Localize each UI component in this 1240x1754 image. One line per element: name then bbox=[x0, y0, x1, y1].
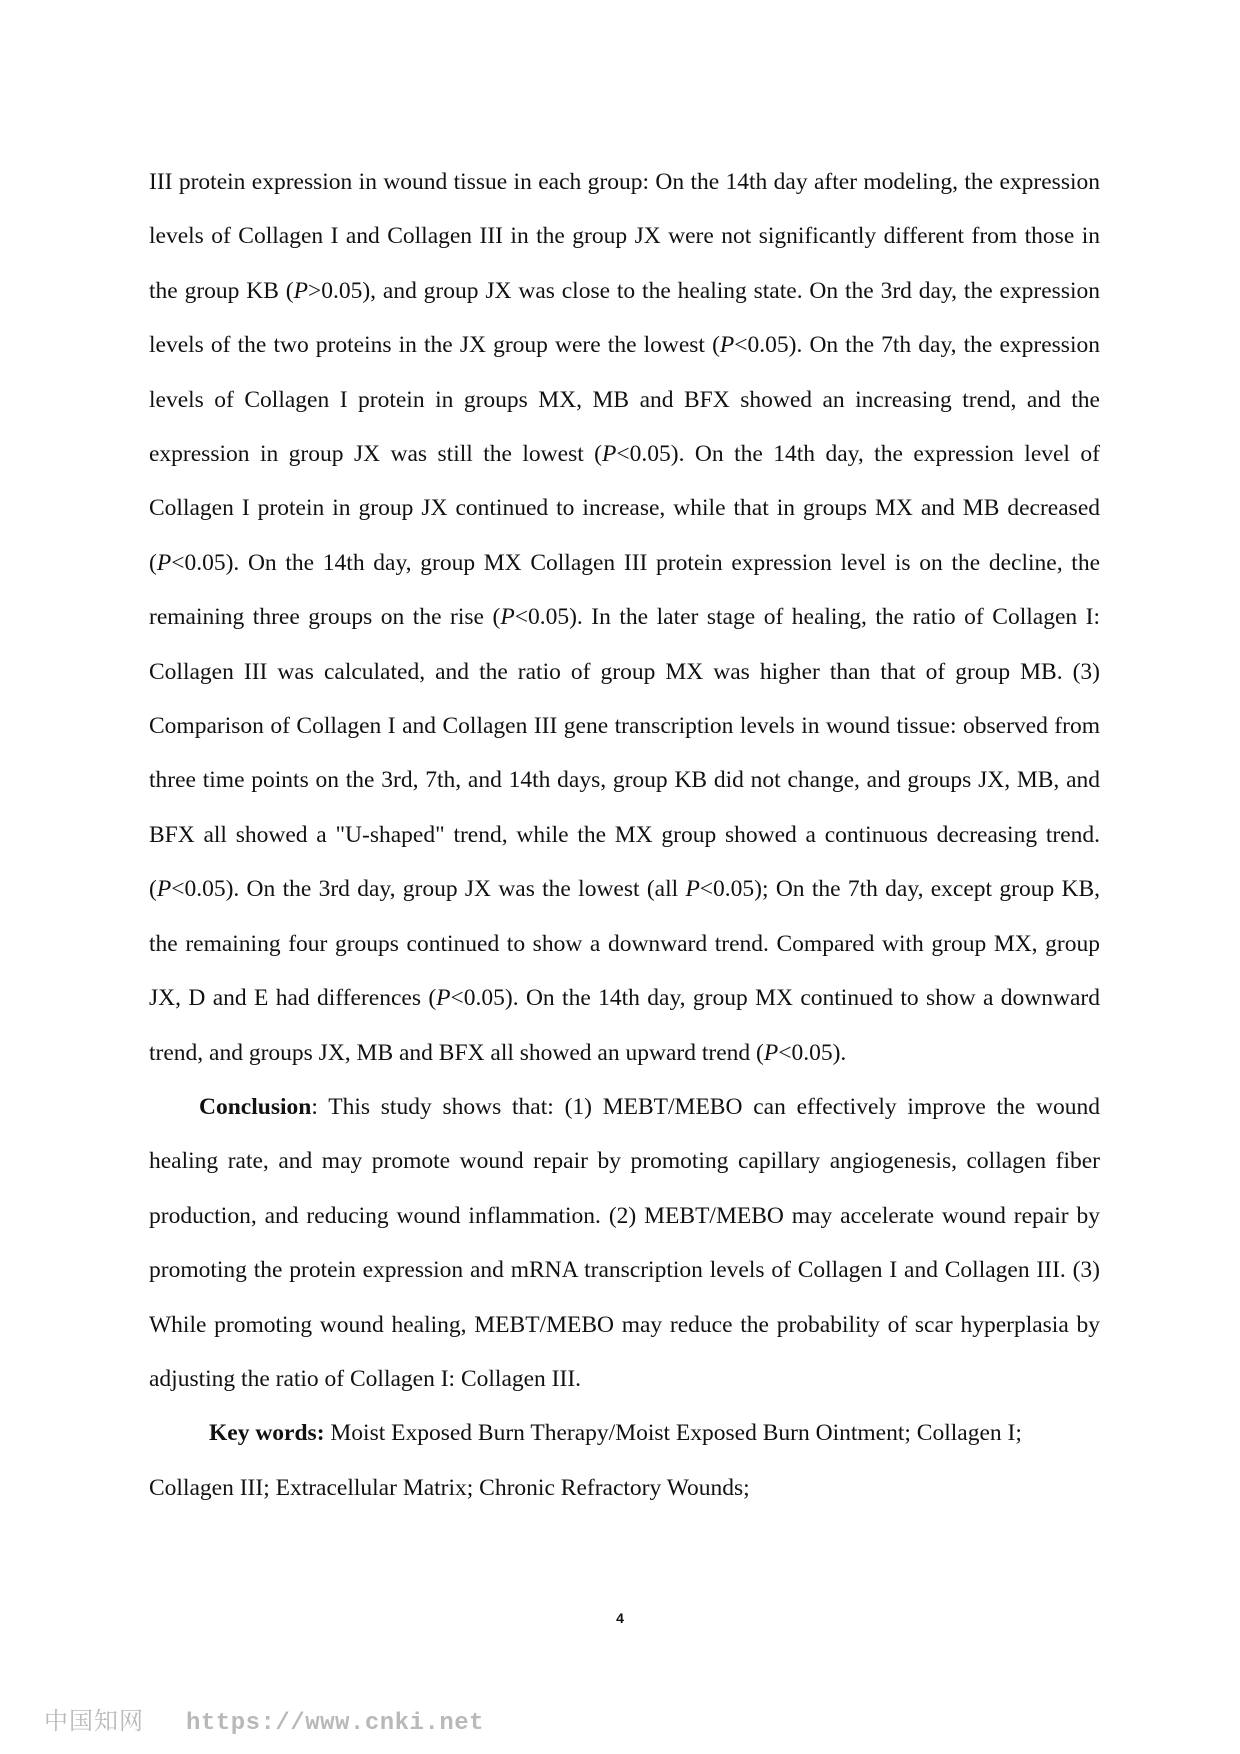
results-text: <0.05). On the 7th day, the expression levels of Collagen I protein in groups MX, MB and BFX showed an increasing trend, and the expression in group JX was still the lowest ( bbox=[149, 332, 1100, 468]
results-text: <0.05). bbox=[778, 1039, 847, 1066]
results-text: III protein expression in wound tissue in each group: On the 14th day after modeling, the expression levels of Collagen I and Collagen III in the group JX were not significantly different from those in the group KB ( bbox=[149, 169, 1100, 304]
results-text: <0.05). On the 14th day, group MX Collagen III protein expression level is on the decline, the remaining three groups on the rise ( bbox=[149, 549, 1100, 631]
results-text: <0.05); On the 7th day, except group KB, the remaining four groups continued to show a downward trend. Compared with group MX, group JX, D and E had differences ( bbox=[149, 876, 1101, 1012]
results-text: <0.05). In the later stage of healing, the ratio of Collagen I: Collagen III was calculated, and the ratio of group MX was higher than that of group MB. (3) Comparison of Collagen I and Collagen III gene transcription levels in wound tissue: observed from three time points on the 3rd, 7th, and 14th days, group KB did not change, and groups JX, MB, and BFX all showed a "U-shaped" trend, while the MX group showed a continuous decreasing trend.( bbox=[149, 604, 1101, 903]
keywords-text: Moist Exposed Burn Therapy/Moist Exposed Burn Ointment; Collagen I; Collagen III; Extracellular Matrix; Chronic Refractory Wounds; bbox=[149, 1420, 1022, 1501]
keywords-label: Key words: bbox=[209, 1420, 325, 1447]
watermark-brand: 中国知网 bbox=[44, 1707, 144, 1735]
conclusion-label: Conclusion bbox=[199, 1093, 312, 1120]
p-value-symbol: P bbox=[719, 332, 735, 359]
results-paragraph bbox=[149, 155, 1100, 1080]
results-text: >0.05), and group JX was close to the healing state. On the 3rd day, the expression levels of the two proteins in the JX group were the lowest ( bbox=[149, 277, 1100, 359]
watermark-url: https://www.cnki.net bbox=[186, 1710, 485, 1737]
p-value-symbol: P bbox=[293, 277, 308, 304]
cnki-watermark bbox=[44, 1701, 484, 1737]
results-text: <0.05). On the 3rd day, group JX was the lowest (all bbox=[171, 876, 686, 903]
p-value-symbol: P bbox=[156, 549, 172, 576]
p-value-symbol: P bbox=[685, 876, 700, 903]
p-value-symbol: P bbox=[602, 441, 617, 468]
page-number: 4 bbox=[616, 1610, 624, 1626]
p-value-symbol: P bbox=[763, 1039, 779, 1066]
conclusion-paragraph bbox=[149, 1080, 1100, 1406]
conclusion-text: : This study shows that: (1) MEBT/MEBO can effectively improve the wound healing rate, and may promote wound repair by promoting capillary angiogenesis, collagen fiber production, and reducing wound inflammation. (2) MEBT/MEBO may accelerate wound repair by promoting the protein expression and mRNA transcription levels of Collagen I and Collagen III. (3) While promoting wound healing, MEBT/MEBO may reduce the probability of scar hyperplasia by adjusting the ratio of Collagen I: Collagen III. bbox=[149, 1093, 1100, 1392]
keywords-paragraph bbox=[149, 1406, 1100, 1515]
p-value-symbol: P bbox=[500, 604, 515, 631]
p-value-symbol: P bbox=[436, 985, 451, 1012]
body-text bbox=[149, 155, 1100, 1515]
results-text: <0.05). On the 14th day, group MX continued to show a downward trend, and groups JX, MB and BFX all showed an upward trend ( bbox=[149, 985, 1101, 1066]
p-value-symbol: P bbox=[156, 876, 172, 903]
results-text: <0.05). On the 14th day, the expression level of Collagen I protein in group JX continued to increase, while that in groups MX and MB decreased ( bbox=[149, 441, 1100, 576]
